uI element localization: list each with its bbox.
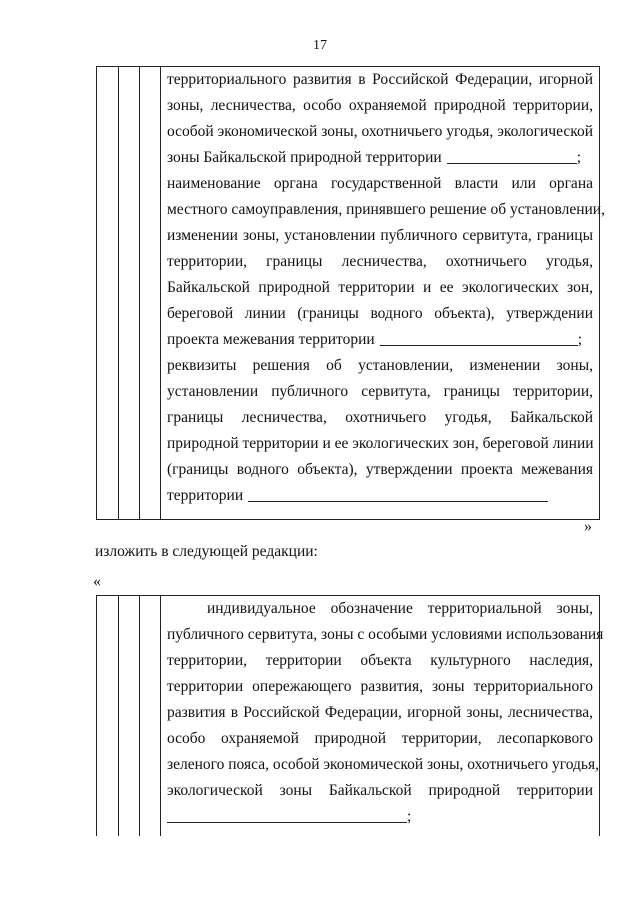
- table-text-line: [167, 700, 593, 726]
- table-text-line: [167, 119, 593, 145]
- line-text: развития в Российской Федерации, игорной зоны, лесничества,: [167, 704, 593, 721]
- line-text: зоны, лесничества, особо охраняемой природной территории,: [167, 97, 593, 114]
- line-text: природной территории и ее экологических зон, береговой линии: [167, 435, 594, 452]
- line-text: особой экономической зоны, охотничьего угодья, экологической: [167, 123, 593, 140]
- line-text: публичного сервитута, зоны с особыми условиями использования: [167, 626, 604, 643]
- fill-in-blank: [380, 331, 578, 346]
- table-text-line: [167, 171, 593, 197]
- table-text-cell: [161, 67, 605, 519]
- closing-quote-mark: »: [584, 518, 592, 535]
- table-text-line: [167, 353, 593, 379]
- line-text: проекта межевания территории: [167, 331, 375, 348]
- line-end-punctuation: ;: [407, 808, 412, 825]
- table-text-line: [167, 674, 593, 700]
- table-text-line: [167, 648, 593, 674]
- table-new: [96, 595, 604, 836]
- line-text: изменении зоны, установлении публичного сервитута, границы: [167, 227, 593, 244]
- line-text: индивидуальное обозначение территориальной зоны,: [207, 600, 593, 617]
- table-column-divider: [139, 67, 140, 519]
- line-end-punctuation: ;: [577, 331, 582, 348]
- table-text-line: [167, 622, 604, 648]
- line-text: Байкальской природной территории и ее экологических зон,: [167, 279, 593, 296]
- table-text-line: [167, 405, 593, 431]
- table-text-line: [167, 379, 593, 405]
- table-text-line: [167, 93, 593, 119]
- table-text-line: [167, 483, 593, 509]
- table-text-line: [167, 457, 593, 483]
- table-old: [96, 66, 605, 520]
- table-text-line: [167, 804, 593, 830]
- table-column-divider: [118, 67, 119, 519]
- line-text: зоны Байкальской природной территории: [167, 149, 442, 166]
- table-text-line: [167, 223, 593, 249]
- table-text-line: [167, 327, 593, 353]
- line-text: местного самоуправления, принявшего решение об установлении,: [167, 201, 605, 218]
- table-text-line: [167, 145, 593, 171]
- table-text-line: [167, 67, 593, 93]
- fill-in-blank: [248, 487, 548, 502]
- line-text: экологической зоны Байкальской природной территории: [167, 782, 593, 799]
- table-text-line: [207, 596, 593, 622]
- line-text: территории, границы лесничества, охотничьего угодья,: [167, 253, 593, 270]
- line-text: реквизиты решения об установлении, изменении зоны,: [167, 357, 593, 374]
- line-text: наименование органа государственной власти или органа: [167, 175, 593, 192]
- page-number: 17: [313, 38, 327, 53]
- line-text: территориального развития в Российской Федерации, игорной: [167, 71, 593, 88]
- line-end-punctuation: ;: [576, 149, 582, 166]
- table-text-line: [167, 197, 605, 223]
- table-column-divider: [139, 596, 140, 836]
- opening-quote-mark: «: [93, 573, 101, 590]
- fill-in-blank: [447, 149, 577, 164]
- instruction-text: изложить в следующей редакции:: [95, 543, 318, 560]
- line-text: (границы водного объекта), утверждении проекта межевания: [167, 461, 593, 478]
- line-text: береговой линии (границы водного объекта), утверждении: [167, 305, 593, 322]
- table-text-cell: [161, 596, 604, 836]
- table-text-line: [167, 301, 593, 327]
- table-text-line: [167, 752, 600, 778]
- line-text: установлении публичного сервитута, границы территории,: [167, 383, 593, 400]
- table-text-line: [167, 431, 593, 457]
- table-text-line: [167, 778, 593, 804]
- line-text: границы лесничества, охотничьего угодья, Байкальской: [167, 409, 593, 426]
- line-text: особо охраняемой природной территории, лесопаркового: [167, 730, 593, 747]
- line-text: зеленого пояса, особой экономической зоны, охотничьего угодья,: [167, 756, 600, 773]
- table-text-line: [167, 249, 593, 275]
- line-text: территории: [167, 487, 244, 504]
- line-text: территории опережающего развития, зоны территориального: [167, 678, 593, 695]
- table-text-line: [167, 275, 593, 301]
- table-text-line: [167, 726, 593, 752]
- table-column-divider: [118, 596, 119, 836]
- fill-in-blank: [167, 808, 407, 823]
- line-text: территории, территории объекта культурного наследия,: [167, 652, 593, 669]
